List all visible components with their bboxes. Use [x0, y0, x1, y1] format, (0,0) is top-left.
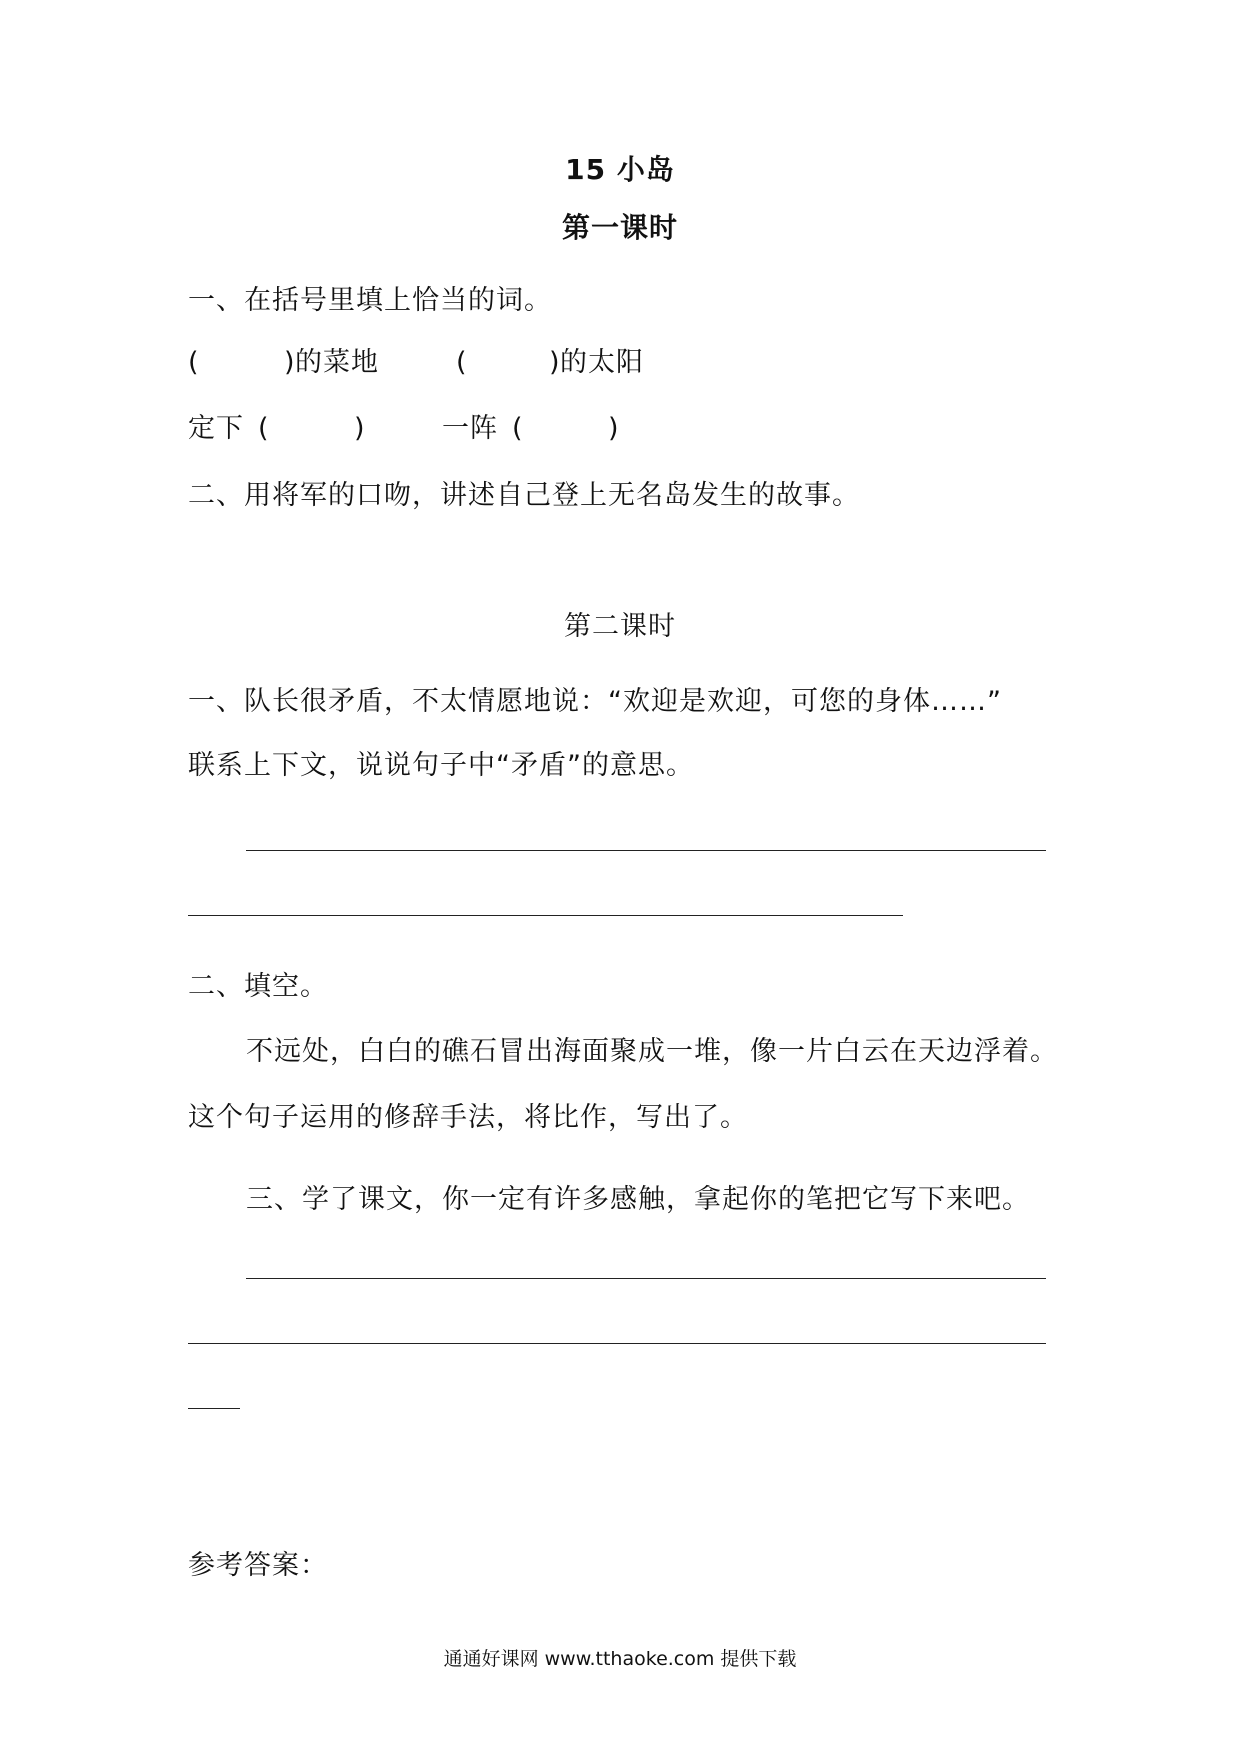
blank-prefix-text: 定下	[188, 413, 244, 444]
answer-line[interactable]	[188, 915, 903, 916]
lesson-1-question-1: 一、在括号里填上恰当的词。	[188, 285, 552, 316]
fill-in-prompt: 这个句子运用的修辞手法，将比作，写出了。	[188, 1102, 748, 1133]
answers-heading: 参考答案：	[188, 1550, 328, 1581]
lesson-2-heading: 第二课时	[564, 611, 676, 642]
lesson-2-question-3: 三、学了课文，你一定有许多感触，拿起你的笔把它写下来吧。	[246, 1184, 1030, 1215]
passage-sentence: 不远处，白白的礁石冒出海面聚成一堆，像一片白云在天边浮着。	[246, 1036, 1058, 1067]
answer-line[interactable]	[246, 1278, 1046, 1279]
blank-open-paren: (	[258, 413, 270, 444]
blank-suffix-text: 的菜地	[295, 347, 379, 378]
blank-open-paren: (	[456, 347, 468, 378]
lesson-2-question-2: 二、填空。	[188, 971, 328, 1002]
blank-close-paren: )	[549, 347, 561, 378]
lesson-2-question-1-prompt: 联系上下文，说说句子中“矛盾”的意思。	[188, 750, 694, 781]
footer-watermark: 通通好课网 www.tthaoke.com 提供下载	[443, 1648, 797, 1670]
page-title: 15 小岛	[565, 153, 675, 186]
answer-line[interactable]	[188, 1408, 240, 1409]
blank-open-paren: (	[188, 347, 200, 378]
blank-close-paren: )	[284, 347, 296, 378]
blank-close-paren: )	[354, 413, 366, 444]
lesson-1-question-2: 二、用将军的口吻，讲述自己登上无名岛发生的故事。	[188, 480, 860, 511]
blank-prefix-text: 一阵	[442, 413, 498, 444]
blank-suffix-text: 的太阳	[560, 347, 644, 378]
lesson-2-question-1: 一、队长很矛盾，不太情愿地说：“欢迎是欢迎，可您的身体……”	[188, 686, 1002, 717]
lesson-1-heading: 第一课时	[561, 211, 678, 244]
blank-open-paren: (	[512, 413, 524, 444]
answer-line[interactable]	[188, 1343, 1046, 1344]
answer-line[interactable]	[246, 850, 1046, 851]
blank-close-paren: )	[608, 413, 620, 444]
